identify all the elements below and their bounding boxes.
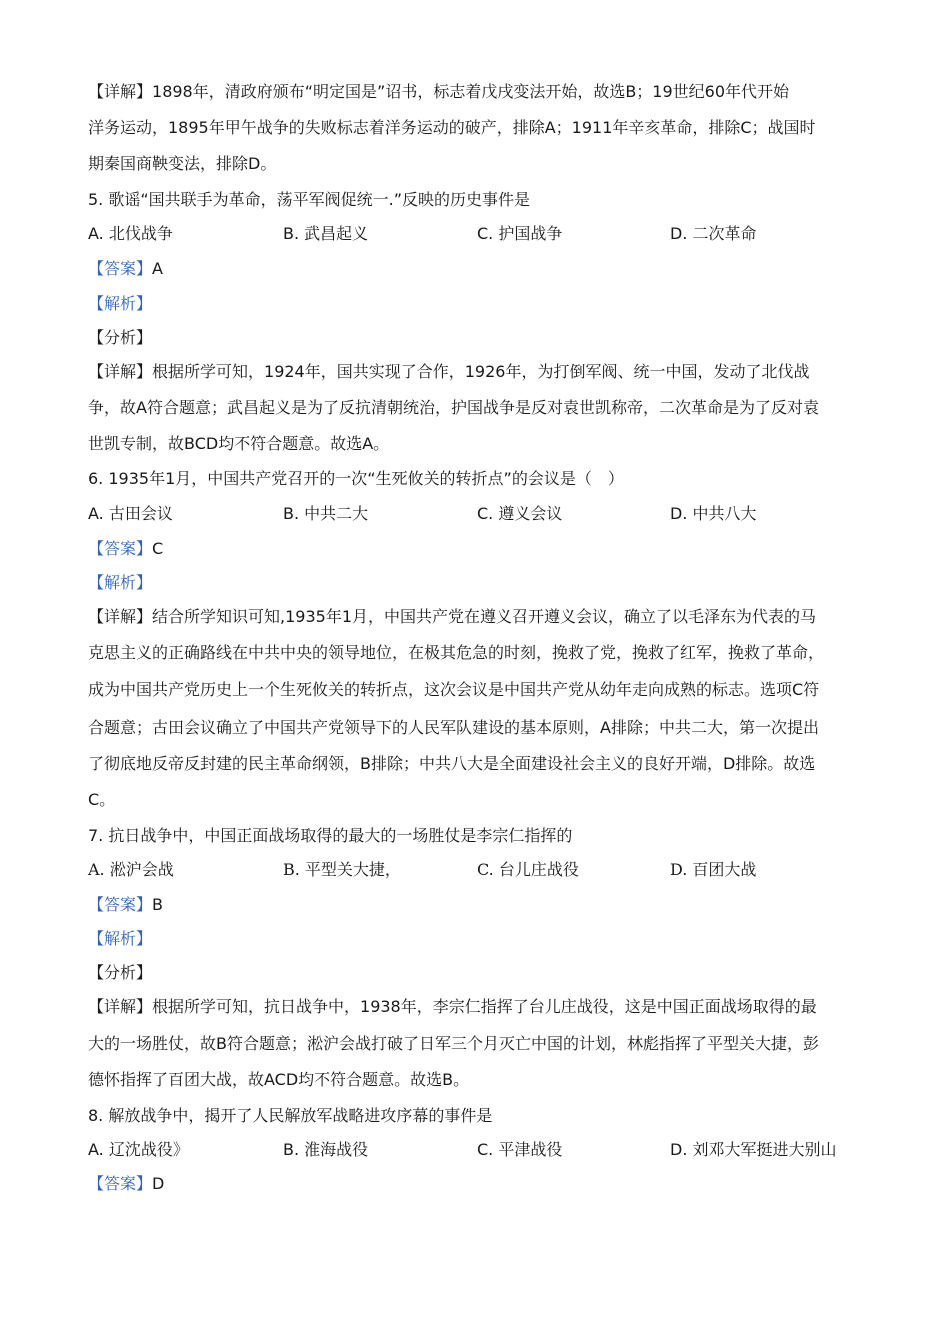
body-line — [88, 396, 819, 420]
analysis-label — [88, 571, 152, 595]
question-text: 6. 1935年1月，中国共产党召开的一次“生死攸关的转折点”的会议是（ ） — [88, 469, 624, 488]
analysis-tag: 【解析】 — [88, 294, 153, 313]
detail-text: 结合所学知识可知,1935年1月，中国共产党在遵义召开遵义会议，确立了以毛泽东为代表的马 — [152, 607, 817, 626]
detail-text: 1898年，清政府颁布“明定国是”诏书，标志着戊戌变法开始，故选B；19世纪60年代开始 — [152, 82, 790, 101]
option-b: B. 平型关大捷， — [283, 860, 401, 879]
body-line — [88, 641, 824, 665]
option-row — [88, 858, 868, 882]
body-text: 洋务运动，1895年甲午战争的失败标志着洋务运动的破产，排除A；1911年辛亥革命，排除C；战国时 — [88, 118, 816, 137]
detail-line — [88, 360, 809, 384]
detail-text: 根据所学可知，抗日战争中，1938年，李宗仁指挥了台儿庄战役，这是中国正面战场取得的最 — [152, 997, 817, 1016]
body-line — [88, 116, 816, 140]
body-line — [88, 716, 819, 740]
body-text: 克思主义的正确路线在中共中央的领导地位，在极其危急的时刻，挽救了党，挽救了红军，挽救了革命， — [88, 643, 825, 662]
answer-tag: 【答案】 — [88, 1174, 153, 1193]
analysis-tag: 【解析】 — [88, 573, 153, 592]
body-line — [88, 432, 389, 456]
option-c: C. 平津战役 — [477, 1140, 563, 1159]
option-d: D. 二次革命 — [670, 224, 757, 243]
option-d: D. 刘邓大军挺进大别山 — [670, 1140, 837, 1159]
answer-line — [88, 257, 163, 281]
answer-tag: 【答案】 — [88, 895, 153, 914]
body-text: 大的一场胜仗，故B符合题意；淞沪会战打破了日军三个月灭亡中国的计划，林彪指挥了平型关大捷，彭 — [88, 1034, 819, 1053]
analysis-sub-label — [88, 961, 152, 985]
answer-value: A — [152, 259, 163, 278]
body-text: 世凯专制，故BCD均不符合题意。故选A。 — [88, 434, 390, 453]
body-line — [88, 152, 276, 176]
option-row — [88, 1138, 868, 1162]
body-text: 成为中国共产党历史上一个生死攸关的转折点，这次会议是中国共产党从幼年走向成熟的标志。选项C符 — [88, 680, 820, 699]
body-text: 期秦国商鞅变法，排除D。 — [88, 154, 277, 173]
detail-tag: 【详解】 — [88, 82, 153, 101]
analysis-sub-tag: 【分析】 — [88, 963, 153, 982]
question-text: 8. 解放战争中，揭开了人民解放军战略进攻序幕的事件是 — [88, 1106, 493, 1125]
detail-tag: 【详解】 — [88, 997, 153, 1016]
body-text: 争，故A符合题意；武昌起义是为了反抗清朝统治，护国战争是反对袁世凯称帝，二次革命是为了反对袁 — [88, 398, 819, 417]
answer-tag: 【答案】 — [88, 539, 153, 558]
question-text: 5. 歌谣“国共联手为革命，荡平军阀促统一.”反映的历史事件是 — [88, 190, 531, 209]
detail-text: 根据所学可知，1924年，国共实现了合作，1926年，为打倒军阀、统一中国，发动了北伐战 — [152, 362, 810, 381]
option-a: A. 辽沈战役》 — [88, 1140, 189, 1159]
detail-tag: 【详解】 — [88, 607, 153, 626]
option-row — [88, 222, 868, 246]
body-text: 德怀指挥了百团大战，故ACD均不符合题意。故选B。 — [88, 1070, 470, 1089]
body-line — [88, 752, 815, 776]
option-c: C. 遵义会议 — [477, 504, 563, 523]
question-stem — [88, 188, 530, 212]
question-stem — [88, 1104, 492, 1128]
option-a: A. 北伐战争 — [88, 224, 173, 243]
body-text: 合题意；古田会议确立了中国共产党领导下的人民军队建设的基本原则，A排除；中共二大，第一次提出 — [88, 718, 819, 737]
answer-value: C — [152, 539, 164, 558]
analysis-label — [88, 927, 152, 951]
detail-line — [88, 80, 789, 104]
body-text: C。 — [88, 790, 116, 809]
question-stem — [88, 467, 624, 491]
analysis-label — [88, 292, 152, 316]
option-row — [88, 502, 868, 526]
detail-line — [88, 605, 816, 629]
option-c: C. 台儿庄战役 — [477, 860, 579, 879]
analysis-sub-label — [88, 326, 152, 350]
option-b: B. 武昌起义 — [283, 224, 369, 243]
answer-line — [88, 1172, 164, 1196]
answer-value: B — [152, 895, 163, 914]
option-c: C. 护国战争 — [477, 224, 563, 243]
question-text: 7. 抗日战争中，中国正面战场取得的最大的一场胜仗是李宗仁指挥的 — [88, 826, 573, 845]
body-text: 了彻底地反帝反封建的民主革命纲领，B排除；中共八大是全面建设社会主义的良好开端，D排除。故选 — [88, 754, 816, 773]
answer-tag: 【答案】 — [88, 259, 153, 278]
option-d: D. 百团大战 — [670, 860, 757, 879]
option-b: B. 淮海战役 — [283, 1140, 369, 1159]
detail-line — [88, 995, 817, 1019]
answer-value: D — [152, 1174, 165, 1193]
answer-line — [88, 537, 163, 561]
option-a: A. 古田会议 — [88, 504, 173, 523]
analysis-tag: 【解析】 — [88, 929, 153, 948]
body-line — [88, 1032, 819, 1056]
body-line — [88, 788, 115, 812]
option-a: A. 淞沪会战 — [88, 860, 174, 879]
question-stem — [88, 824, 572, 848]
body-line — [88, 678, 819, 702]
option-d: D. 中共八大 — [670, 504, 757, 523]
answer-line — [88, 893, 163, 917]
detail-tag: 【详解】 — [88, 362, 153, 381]
body-line — [88, 1068, 469, 1092]
analysis-sub-tag: 【分析】 — [88, 328, 153, 347]
option-b: B. 中共二大 — [283, 504, 369, 523]
